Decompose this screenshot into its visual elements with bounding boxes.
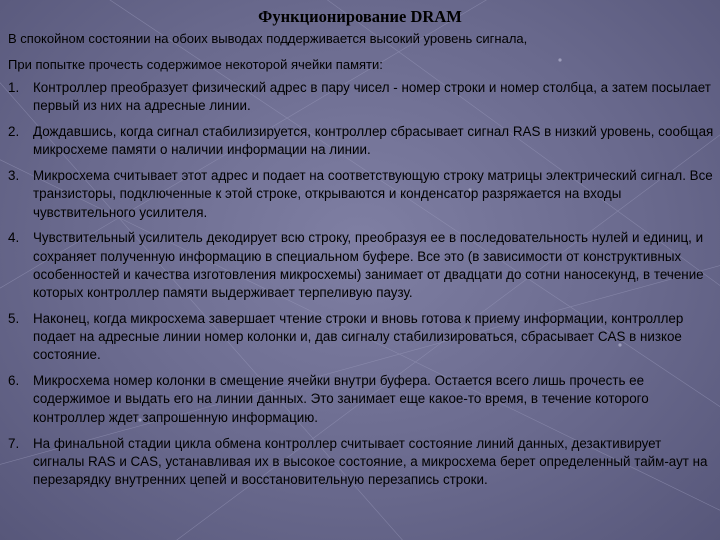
- step-item: [8, 435, 714, 490]
- intro-line-1: В спокойном состоянии на обоих выводах поддерживается высокий уровень сигнала,: [8, 31, 528, 46]
- intro-line-2: При попытке прочесть содержимое некоторой ячейки памяти:: [8, 57, 383, 72]
- step-item: [8, 372, 714, 427]
- step-text: Наконец, когда микросхема завершает чтение строки и вновь готова к приему информации, контроллер подает на адресные линии номер колонки и, дав сигналу стабилизироваться, сбрасывает CAS в низкое состояние.: [33, 310, 684, 363]
- step-number: 1.: [8, 80, 20, 95]
- step-text: Микросхема номер колонки в смещение ячейки внутри буфера. Остается всего лишь прочесть ее содержимое и выдать его на линии данных. Это занимает еще какое-то время, в течение которого контроллер ждет запрошенную информацию.: [33, 373, 649, 425]
- steps-list: [8, 79, 714, 497]
- step-number: 2.: [8, 124, 20, 140]
- step-number: 6.: [8, 373, 20, 389]
- step-number: 5.: [8, 310, 20, 326]
- step-text: Дождавшись, когда сигнал стабилизируется, контроллер сбрасывает сигнал RAS в низкий уровень, сообщая микросхеме памяти о наличии информации на линии.: [33, 124, 714, 158]
- step-text: Контроллер преобразует физический адрес в пару чисел - номер строки и номер столбца, а затем посылает первый из них на адресные линии.: [33, 80, 711, 114]
- step-number: 4.: [8, 230, 20, 246]
- step-item: [8, 229, 714, 302]
- step-item: [8, 167, 714, 222]
- slide-title: Функционирование DRAM: [258, 7, 462, 26]
- step-item: [8, 310, 714, 365]
- step-text: На финальной стадии цикла обмена контроллер считывает состояние линий данных, дезактивирует сигналы RAS и CAS, устанавливая их в высокое состояние, а микросхема берет определенный тайм-аут на перезарядку внутренних цепей и восстановительную перезапись строки.: [33, 435, 708, 487]
- step-text: Чувствительный усилитель декодирует всю строку, преобразуя ее в последовательность нулей и единиц, и сохраняет полученную информацию в специальном буфере. Все это (в зависимости от конструктивных особенностей и качества изготовления микросхемы) занимает от двадцати до сотни наносекунд, в течение которых контроллер памяти выдерживает терпеливую паузу.: [33, 230, 704, 301]
- step-number: 3.: [8, 168, 20, 184]
- step-item: [8, 79, 714, 115]
- step-item: [8, 123, 714, 159]
- step-text: Микросхема считывает этот адрес и подает на соответствующую строку матрицы электрический сигнал. Все транзисторы, подключенные к этой строке, открываются и конденсатор разряжается на входы чувствительного усилителя.: [33, 168, 713, 220]
- step-number: 7.: [8, 435, 20, 451]
